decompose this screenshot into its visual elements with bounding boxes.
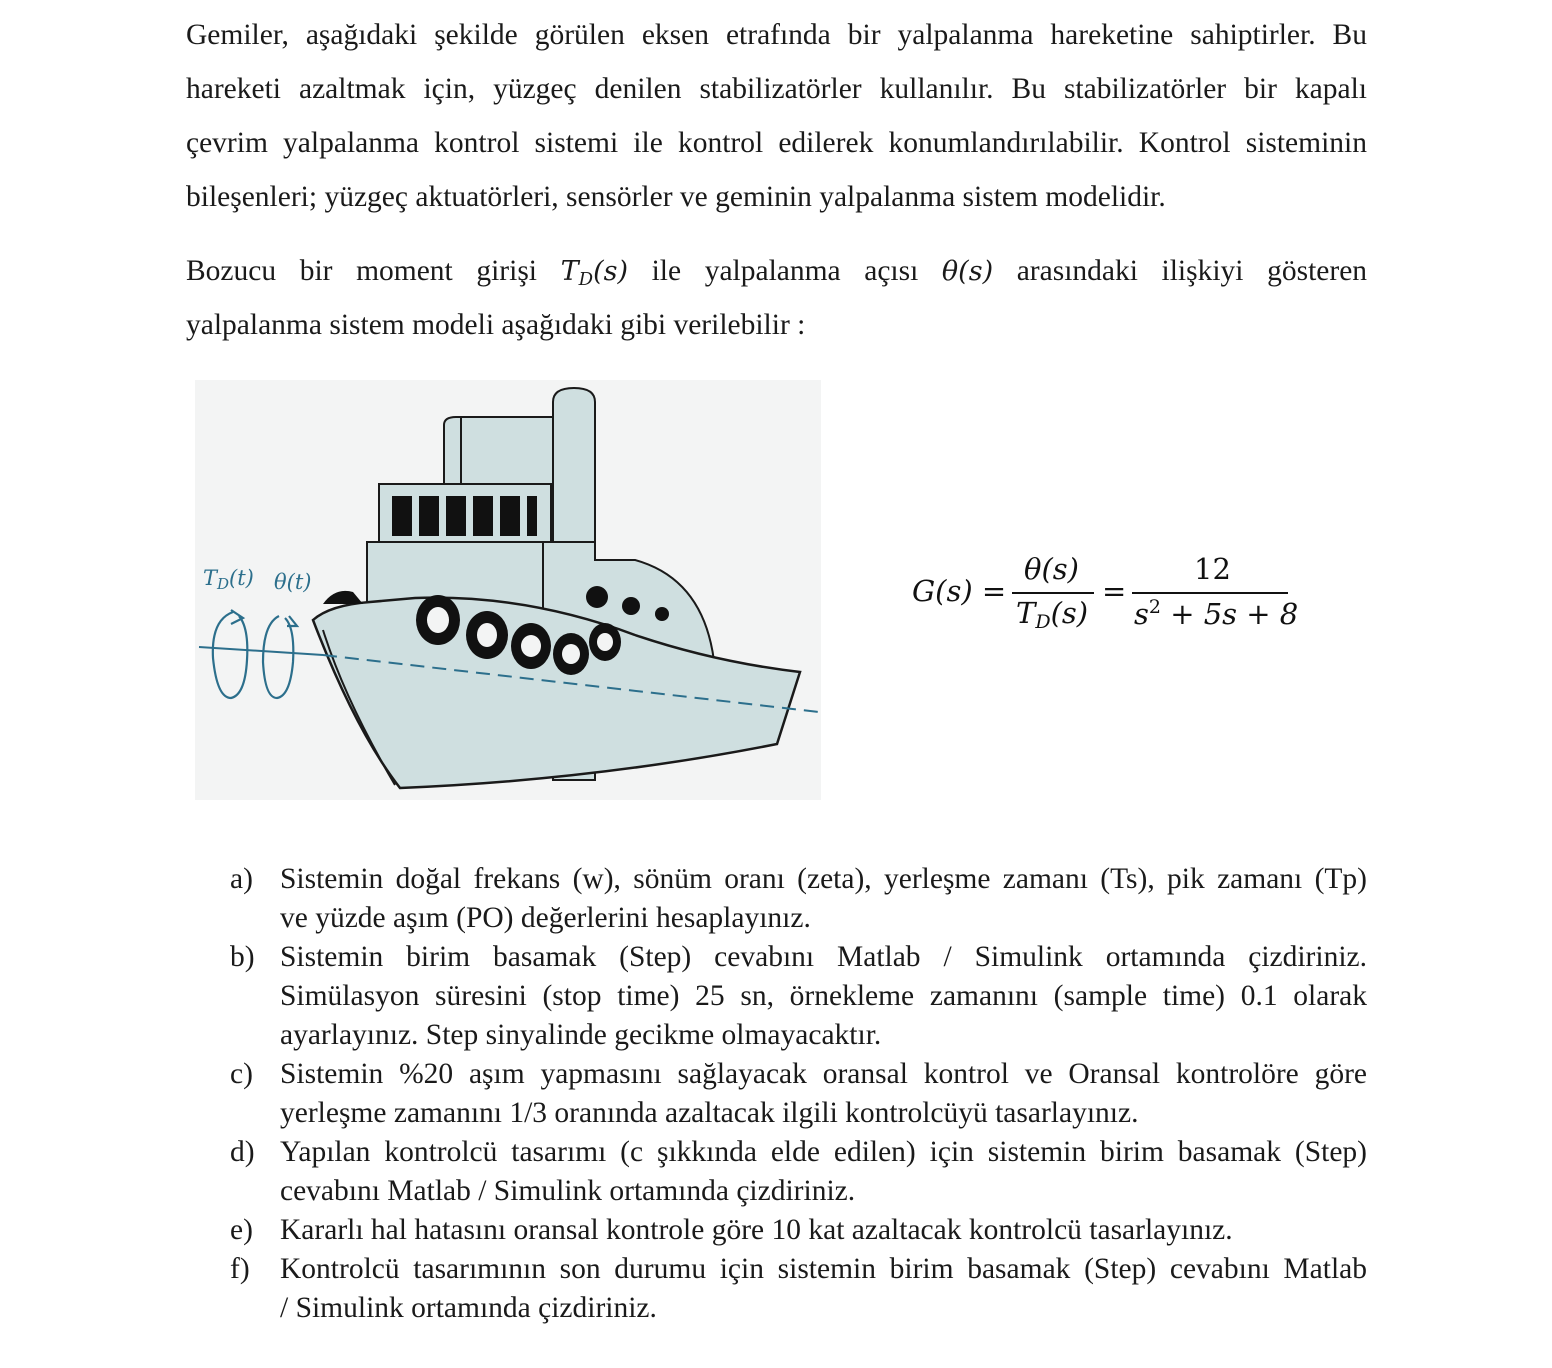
intro-paragraph-2	[186, 244, 1367, 352]
eq-denominator-2: $s^2 + 5s + 8$	[1134, 596, 1299, 631]
theta-rotation-arrow	[263, 616, 297, 698]
eq-lhs: G(s) =	[912, 574, 1007, 608]
ship-hull	[313, 598, 800, 788]
p2-text-post: arasındaki ilişkiyi gösteren	[1016, 255, 1368, 287]
transfer-function-equation	[912, 548, 1302, 638]
question-line: Kararlı hal hatasını oransal kontrole göre 10 kat azaltacak kontrolcü tasarlayınız.	[280, 1214, 1233, 1246]
question-line: yerleşme zamanını 1/3 oranında azaltacak ilgili kontrolcüyü tasarlayınız.	[280, 1097, 1139, 1129]
question-line: ve yüzde aşım (PO) değerlerini hesaplayınız.	[280, 902, 811, 934]
question-line: / Simulink ortamında çizdiriniz.	[280, 1292, 657, 1324]
question-line: Sistemin %20 aşım yapmasını sağlayacak oransal kontrol ve Oransal kontrolöre göre	[280, 1058, 1367, 1090]
question-item-d	[230, 1133, 1367, 1211]
question-marker: b)	[230, 941, 255, 973]
intro-p2-line-2: yalpalanma sistem modeli aşağıdaki gibi verilebilir :	[186, 309, 806, 341]
intro-p1-line: çevrim yalpalanma kontrol sistemi ile kontrol edilerek konumlandırılabilir. Kontrol sisteminin	[186, 127, 1367, 159]
question-marker: e)	[230, 1214, 253, 1246]
p2-text-pre: Bozucu bir moment girişi	[186, 255, 537, 287]
td-symbol: $T_D(s)$	[560, 256, 628, 290]
eq-denominator-1: $T_D(s)$	[1016, 596, 1089, 633]
figure-label-theta: θ(t)	[274, 570, 312, 594]
theta-symbol: θ(s)	[941, 256, 994, 287]
question-line: Kontrolcü tasarımının son durumu için sistemin birim basamak (Step) cevabını Matlab	[280, 1253, 1367, 1285]
question-item-e	[230, 1211, 1367, 1250]
intro-p1-line: bileşenleri; yüzgeç aktuatörleri, sensörler ve geminin yalpalanma sistem modelidir.	[186, 181, 1166, 213]
question-line: Sistemin doğal frekans (w), sönüm oranı (zeta), yerleşme zamanı (Ts), pik zamanı (Tp)	[280, 863, 1367, 895]
question-marker: f)	[230, 1253, 250, 1285]
question-item-a	[230, 860, 1367, 938]
intro-p1-line: Gemiler, aşağıdaki şekilde görülen eksen etrafında bir yalpalanma hareketine sahiptirler. Bu	[186, 19, 1367, 51]
question-line: cevabını Matlab / Simulink ortamında çizdiriniz.	[280, 1175, 856, 1207]
intro-p2-line-1	[186, 244, 1367, 298]
ship-bow-cap	[323, 591, 363, 604]
question-marker: a)	[230, 863, 253, 895]
p2-text-mid: ile yalpalanma açısı	[651, 255, 919, 287]
intro-p1-line: hareketi azaltmak için, yüzgeç denilen stabilizatörler kullanılır. Bu stabilizatörler bir kapalı	[186, 73, 1367, 105]
ship-roll-figure	[195, 380, 821, 800]
question-line: Yapılan kontrolcü tasarımı (c şıkkında elde edilen) için sistemin birim basamak (Step)	[280, 1136, 1367, 1168]
intro-paragraph-1	[186, 8, 1367, 224]
question-item-f	[230, 1250, 1367, 1328]
eq-numerator-1: θ(s)	[1024, 552, 1079, 586]
question-item-b	[230, 938, 1367, 1055]
td-rotation-arrow	[213, 610, 248, 698]
question-line: Simülasyon süresini (stop time) 25 sn, örnekleme zamanını (sample time) 0.1 olarak	[280, 980, 1367, 1012]
eq-fraction-bar-2	[1132, 592, 1288, 594]
roll-axis	[199, 647, 323, 655]
eq-numerator-2: 12	[1194, 552, 1231, 586]
question-marker: d)	[230, 1136, 255, 1168]
figure-label-td: $T_D(t)$	[203, 566, 254, 593]
eq-equals-2: =	[1102, 574, 1127, 608]
eq-fraction-bar-1	[1012, 592, 1094, 594]
question-line: ayarlayınız. Step sinyalinde gecikme olmayacaktır.	[280, 1019, 882, 1051]
question-line: Sistemin birim basamak (Step) cevabını Matlab / Simulink ortamında çizdiriniz.	[280, 941, 1367, 973]
question-list	[230, 860, 1367, 1328]
question-item-c	[230, 1055, 1367, 1133]
question-marker: c)	[230, 1058, 253, 1090]
